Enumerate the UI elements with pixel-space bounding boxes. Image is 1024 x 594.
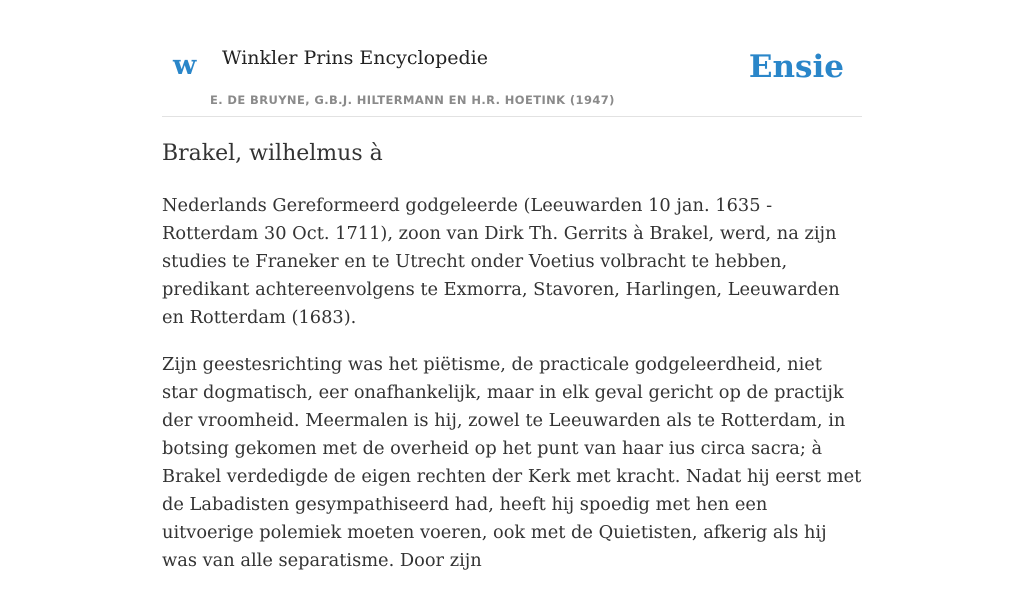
source-authors: E. DE BRUYNE, G.B.J. HILTERMANN EN H.R. HOETINK (1947) — [210, 93, 615, 107]
winkler-prins-logo-icon[interactable]: w — [173, 50, 197, 81]
article-body — [162, 192, 862, 594]
source-title[interactable]: Winkler Prins Encyclopedie — [222, 47, 488, 69]
article-title: Brakel, wilhelmus à — [162, 141, 383, 166]
article-paragraph: Zijn geestesrichting was het piëtisme, de practicale godgeleerdheid, niet star dogmatisch, eer onafhankelijk, maar in elk geval gericht op de practijk der vroomheid. Meermalen is hij, zowel te Leeuwarden als te Rotterdam, in botsing gekomen met de overheid op het punt van haar ius circa sacra; à Brakel verdedigde de eigen rechten der Kerk met kracht. Nadat hij eerst met de Labadisten gesympathiseerd had, heeft hij spoedig met hen een uitvoerige polemiek moeten voeren, ook met de Quietisten, afkerig als hij was van alle separatisme. Door zijn — [162, 354, 862, 571]
ensie-brand-logo[interactable]: Ensie — [748, 49, 844, 85]
article-paragraph: Nederlands Gereformeerd godgeleerde (Leeuwarden 10 jan. 1635 - Rotterdam 30 Oct. 1711), zoon van Dirk Th. Gerrits à Brakel, werd, na zijn studies te Franeker en te Utrecht onder Voetius volbracht te hebben, predikant achtereenvolgens te Exmorra, Stavoren, Harlingen, Leeuwarden en Rotterdam (1683). — [162, 195, 840, 328]
page-container — [162, 0, 862, 571]
source-header — [162, 0, 862, 117]
